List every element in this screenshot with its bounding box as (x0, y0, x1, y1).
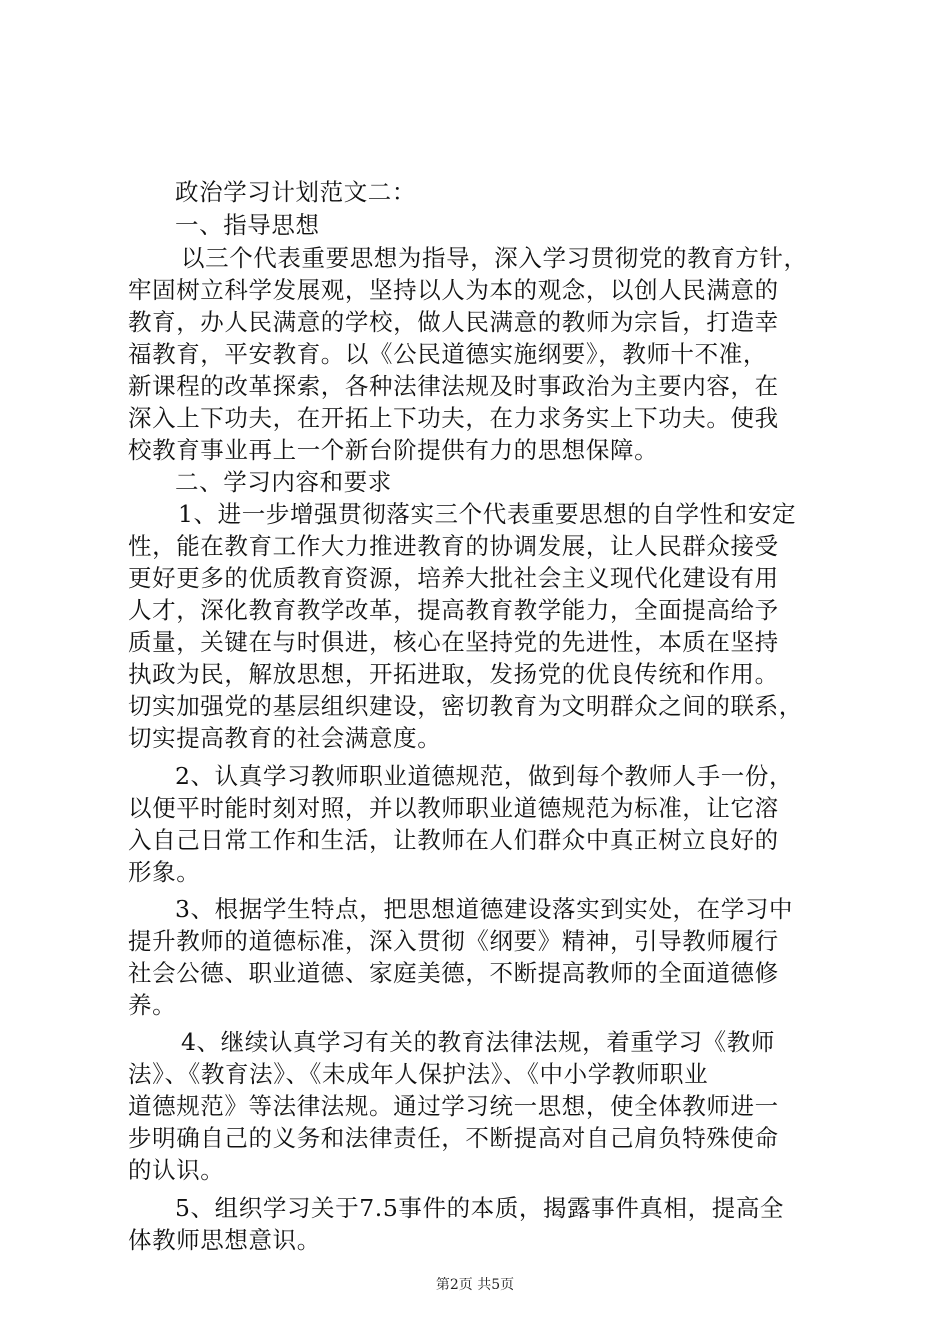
paragraph-line: 法》、《教育法》、《未成年人保护法》、《中小学教师职业 (128, 1060, 709, 1088)
paragraph-line: 教育，办人民满意的学校，做人民满意的教师为宗旨，打造幸 (128, 308, 779, 336)
section-heading: 一、指导思想 (175, 211, 320, 239)
paragraph-line: 牢固树立科学发展观，坚持以人为本的观念，以创人民满意的 (128, 276, 779, 304)
section-heading: 二、学习内容和要求 (175, 468, 392, 496)
paragraph-line: 以便平时能时刻对照，并以教师职业道德规范为标准，让它溶 (128, 794, 779, 822)
paragraph-line: 道德规范》等法律法规。通过学习统一思想，使全体教师进一 (128, 1092, 779, 1120)
paragraph-line: 质量，关键在与时俱进，核心在坚持党的先进性，本质在坚持 (128, 628, 779, 656)
paragraph-line: 切实提高教育的社会满意度。 (128, 724, 442, 752)
paragraph-line: 形象。 (128, 858, 201, 886)
paragraph-line: 提升教师的道德标准，深入贯彻《纲要》精神，引导教师履行 (128, 927, 779, 955)
paragraph-line: 福教育，平安教育。以《公民道德实施纲要》，教师十不准， (128, 340, 767, 368)
paragraph-line: 以三个代表重要思想为指导，深入学习贯彻党的教育方针， (181, 244, 808, 272)
paragraph-line: 深入上下功夫，在开拓上下功夫，在力求务实上下功夫。使我 (128, 404, 779, 432)
paragraph-line: 3、根据学生特点，把思想道德建设落实到实处，在学习中 (175, 895, 794, 923)
paragraph-line: 4、继续认真学习有关的教育法律法规，着重学习《教师 (181, 1028, 775, 1056)
paragraph-line: 性，能在教育工作大力推进教育的协调发展，让人民群众接受 (128, 532, 779, 560)
paragraph-line: 养。 (128, 991, 177, 1019)
paragraph-line: 切实加强党的基层组织建设，密切教育为文明群众之间的联系， (128, 692, 803, 720)
document-heading: 政治学习计划范文二： (175, 178, 416, 206)
page-number-footer: 第2页 共5页 (435, 1277, 515, 1293)
paragraph-line: 更好更多的优质教育资源，培养大批社会主义现代化建设有用 (128, 564, 779, 592)
paragraph-line: 步明确自己的义务和法律责任，不断提高对自己肩负特殊使命 (128, 1124, 779, 1152)
paragraph-line: 体教师思想意识。 (128, 1226, 321, 1254)
paragraph-line: 2、认真学习教师职业道德规范，做到每个教师人手一份， (175, 762, 794, 790)
paragraph-line: 校教育事业再上一个新台阶提供有力的思想保障。 (128, 436, 659, 464)
paragraph-line: 的认识。 (128, 1156, 225, 1184)
paragraph-line: 人才，深化教育教学改革，提高教育教学能力，全面提高给予 (128, 596, 779, 624)
paragraph-line: 新课程的改革探索，各种法律法规及时事政治为主要内容，在 (128, 372, 779, 400)
paragraph-line: 5、组织学习关于7.5事件的本质，揭露事件真相，提高全 (175, 1194, 785, 1222)
paragraph-line: 1、进一步增强贯彻落实三个代表重要思想的自学性和安定 (178, 500, 797, 528)
paragraph-line: 社会公德、职业道德、家庭美德，不断提高教师的全面道德修 (128, 959, 779, 987)
paragraph-line: 入自己日常工作和生活，让教师在人们群众中真正树立良好的 (128, 826, 779, 854)
paragraph-line: 执政为民，解放思想，开拓进取，发扬党的优良传统和作用。 (128, 660, 779, 688)
